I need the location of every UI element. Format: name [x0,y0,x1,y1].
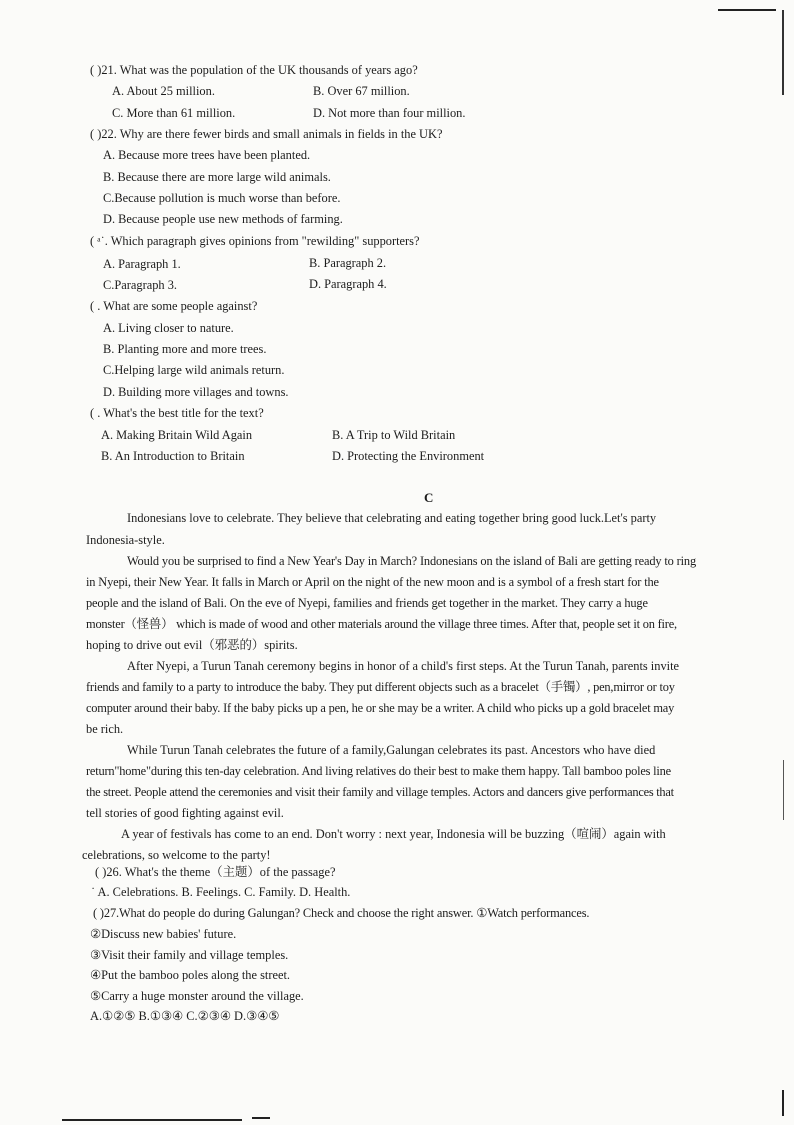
passage-c-p2-line4: monster（怪兽） which is made of wood and other materials around the village three times. After that, people set it on fire, [86,617,677,631]
scan-mark-corner [782,1090,784,1116]
passage-c-p2-line1: Would you be surprised to find a New Year's Day in March? Indonesians on the island of Bali are getting ready to ring [127,554,697,568]
q22-option-c: C.Because pollution is much worse than before. [103,191,341,205]
q24-option-a: A. Living closer to nature. [103,321,234,335]
q23-option-d: D. Paragraph 4. [309,277,387,291]
q25-stem: ( . What's the best title for the text? [90,406,264,420]
q26-stem: ( )26. What's the theme（主题）of the passage? [95,865,336,879]
q25-option-c: B. An Introduction to Britain [101,449,245,463]
passage-c-p5-line2: celebrations, so welcome to the party! [82,848,271,862]
q26-options: ˙ A. Celebrations. B. Feelings. C. Family. D. Health. [91,885,351,899]
passage-c-heading: C [424,490,434,505]
scan-mark-right [782,10,784,95]
passage-c-p3-line2: friends and family to a party to introduce the baby. They put different objects such as a bracelet（手镯）, pen,mirror or toy [86,680,675,694]
passage-c-p5-line1: A year of festivals has come to an end. Don't worry : next year, Indonesia will be buzzing（喧闹）again with [121,827,666,841]
q23-option-c: C.Paragraph 3. [103,278,177,292]
passage-c-p1-line1: Indonesians love to celebrate. They believe that celebrating and eating together bring good luck.Let's party [127,511,657,525]
passage-c-p1-line2: Indonesia-style. [86,533,165,547]
q24-option-d: D. Building more villages and towns. [103,385,289,399]
q22-option-a: A. Because more trees have been planted. [103,148,311,162]
scan-mark-bottom [62,1119,242,1121]
scan-mark-bottom-2 [252,1117,270,1119]
q23-stem: ( ᵃ˙. Which paragraph gives opinions from "rewilding" supporters? [90,234,420,248]
passage-c-p2-line5: hoping to drive out evil（邪恶的）spirits. [86,638,298,652]
q23-option-b: B. Paragraph 2. [309,256,387,270]
passage-c-p3-line3: computer around their baby. If the baby picks up a pen, he or she may be a writer. A child who picks up a gold bracelet may [86,701,675,715]
q21-stem: ( )21. What was the population of the UK thousands of years ago? [90,63,418,77]
q25-option-a: A. Making Britain Wild Again [101,428,253,442]
q24-option-b: B. Planting more and more trees. [103,342,267,356]
q21-option-b: B. Over 67 million. [313,84,410,98]
q25-option-d: D. Protecting the Environment [332,449,485,463]
q27-stem: ( )27.What do people do during Galungan? Check and choose the right answer. ①Watch performances. [93,906,590,920]
q21-option-a: A. About 25 million. [112,84,215,98]
passage-c-p4-line3: the street. People attend the ceremonies and visit their family and village temples. Actors and dancers give performances that [86,785,674,799]
q27-item-3: ③Visit their family and village temples. [90,948,289,962]
q24-stem: ( . What are some people against? [90,299,258,313]
q25-option-b: B. A Trip to Wild Britain [332,428,456,442]
scan-mark-top [718,9,776,11]
passage-c-p3-line1: After Nyepi, a Turun Tanah ceremony begins in honor of a child's first steps. At the Turun Tanah, parents invite [127,659,680,673]
scan-mark-right-mid [783,760,784,820]
passage-c-p4-line4: tell stories of good fighting against evil. [86,806,284,820]
q24-option-c: C.Helping large wild animals return. [103,363,285,377]
passage-c-p4-line1: While Turun Tanah celebrates the future of a family,Galungan celebrates its past. Ancestors who have died [127,743,656,757]
passage-c-p3-line4: be rich. [86,722,124,736]
q27-options: A.①②⑤ B.①③④ C.②③④ D.③④⑤ [90,1009,280,1023]
q21-option-d: D. Not more than four million. [313,106,466,120]
q27-item-4: ④Put the bamboo poles along the street. [90,968,291,982]
passage-c-p2-line2: in Nyepi, their New Year. It falls in March or April on the night of the new moon and is a symbol of a fresh start for the [86,575,659,589]
q22-option-d: D. Because people use new methods of farming. [103,212,343,226]
passage-c-p2-line3: people and the island of Bali. On the eve of Nyepi, families and friends get together in the market. They carry a huge [86,596,648,610]
q23-option-a: A. Paragraph 1. [103,257,181,271]
passage-c-p4-line2: return"home"during this ten-day celebration. And living relatives do their best to make them happy. Tall bamboo poles line [86,764,671,778]
q21-option-c: C. More than 61 million. [112,106,236,120]
q22-stem: ( )22. Why are there fewer birds and small animals in fields in the UK? [90,127,443,141]
q22-option-b: B. Because there are more large wild animals. [103,170,331,184]
q27-item-2: ②Discuss new babies' future. [90,927,237,941]
q27-item-5: ⑤Carry a huge monster around the village. [90,989,304,1003]
